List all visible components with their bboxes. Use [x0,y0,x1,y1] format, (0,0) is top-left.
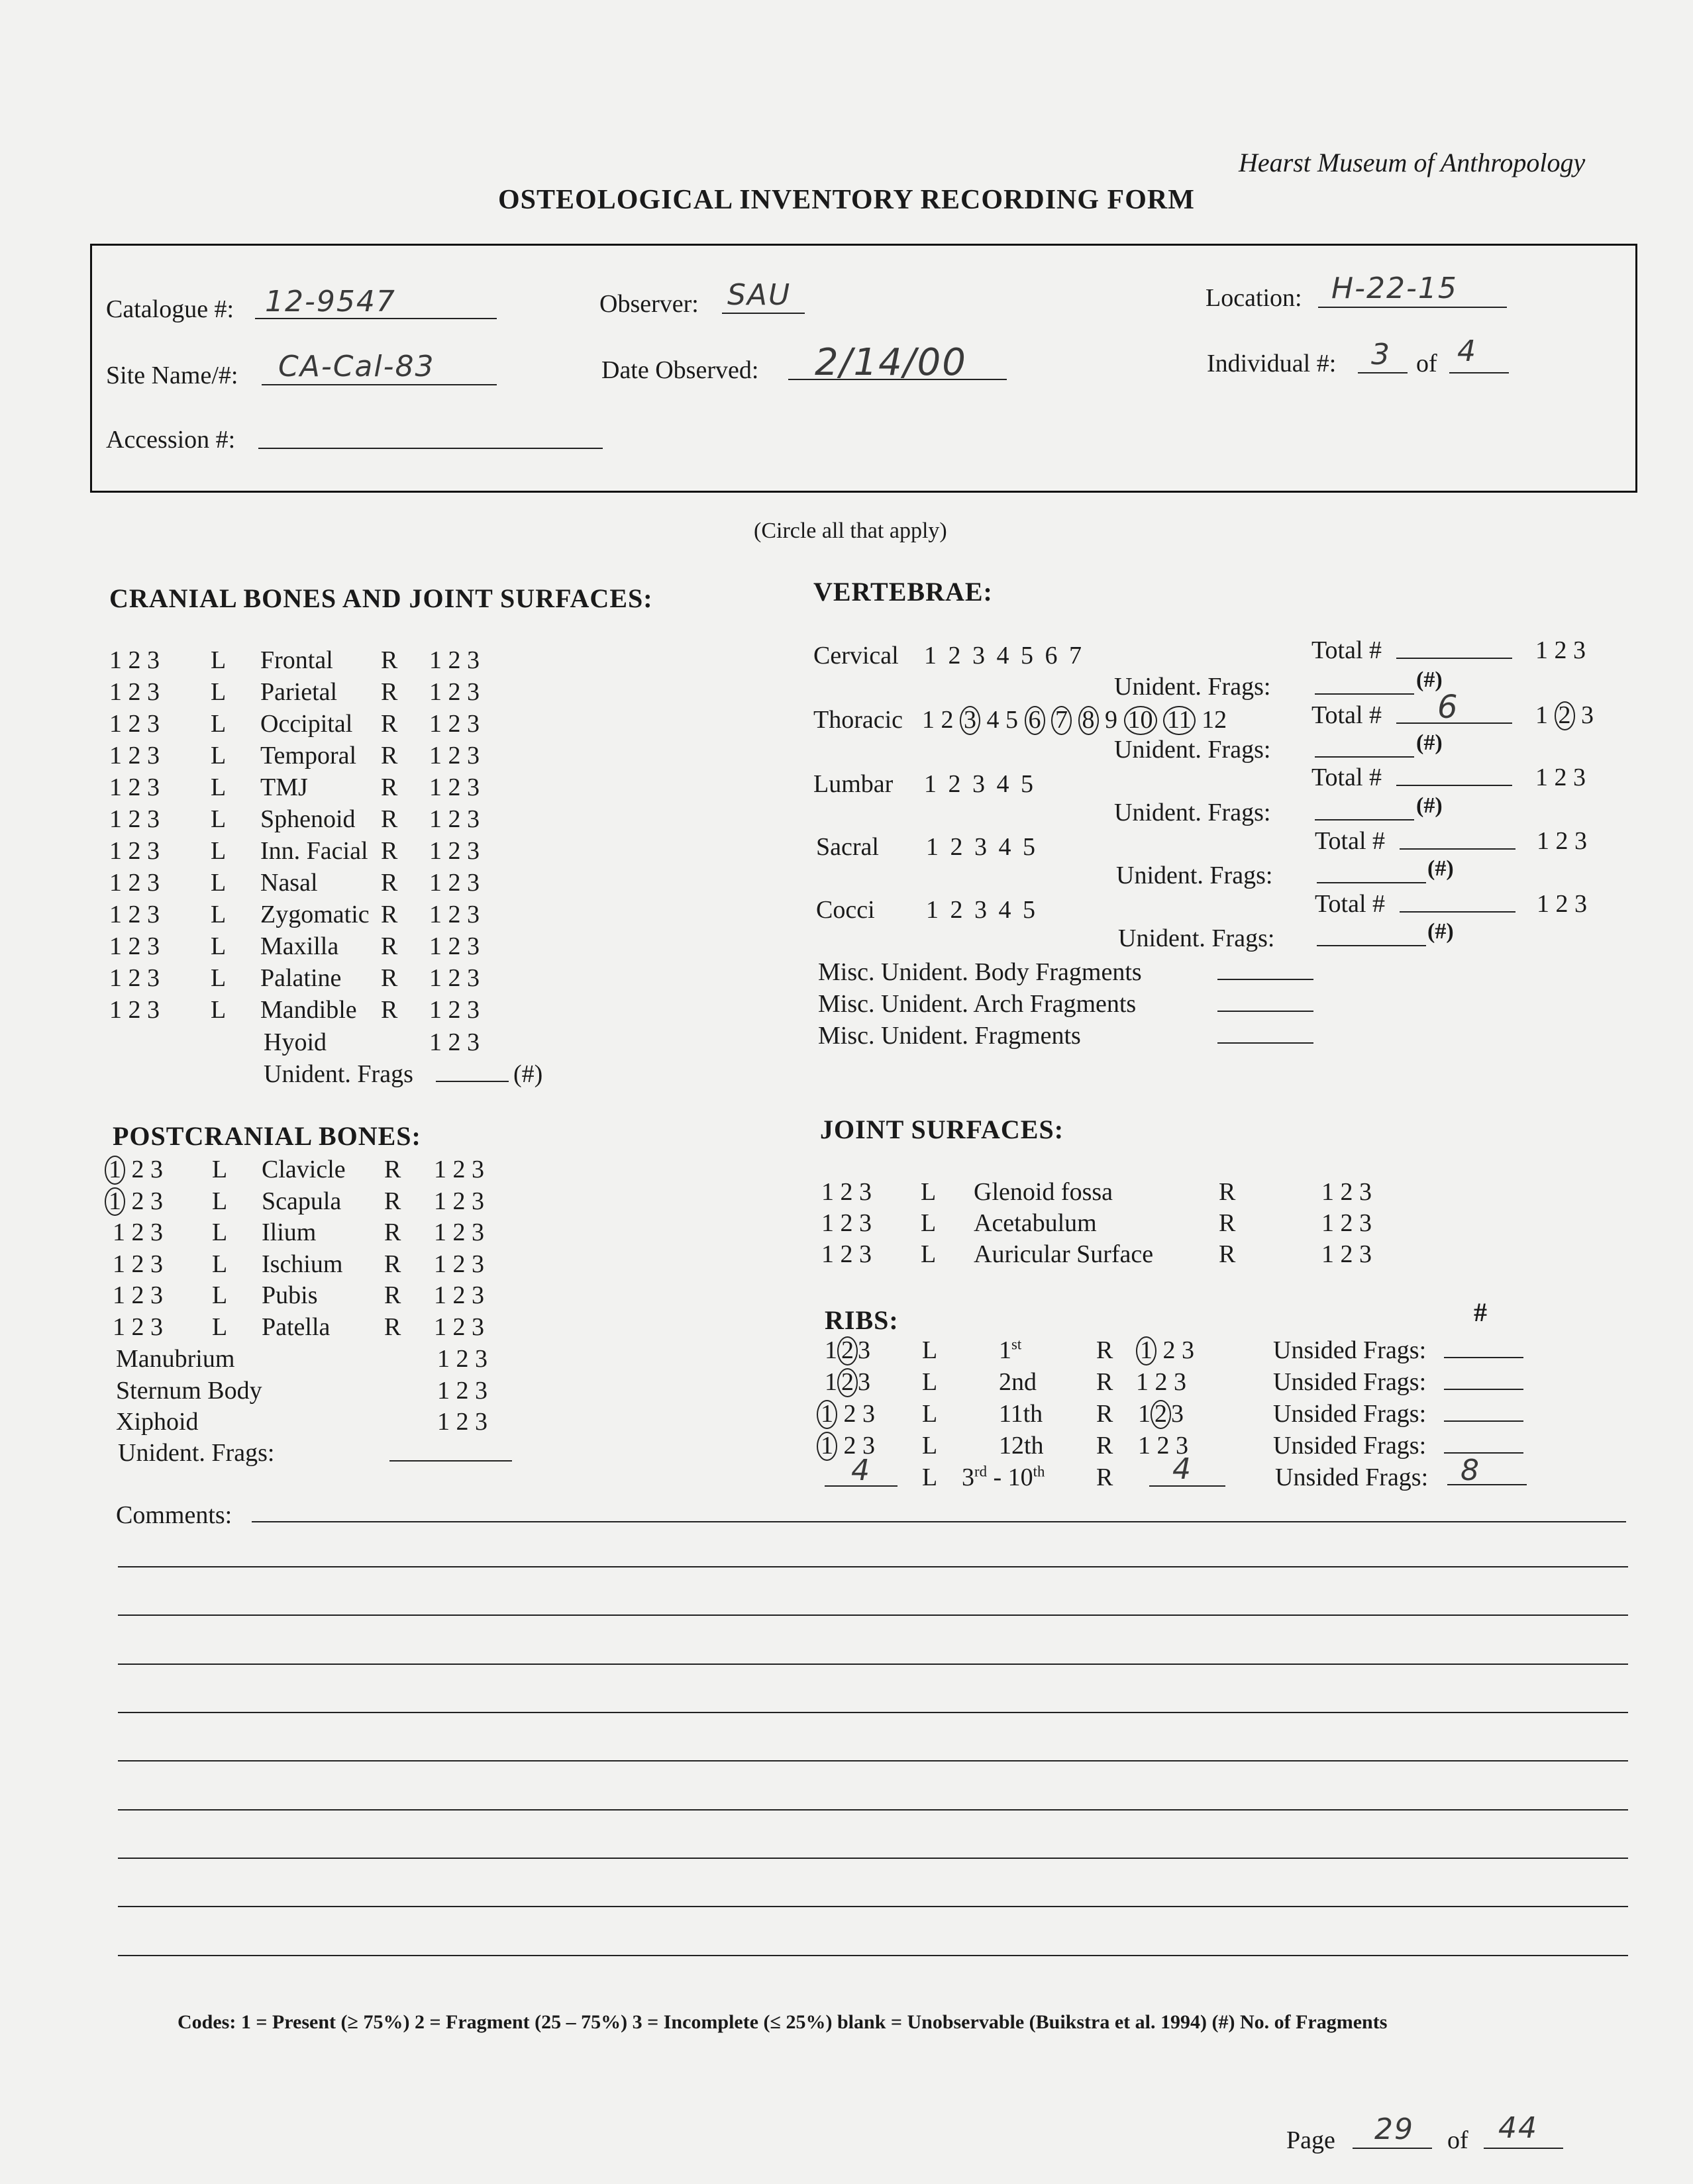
rib-2-left: L [922,1368,938,1396]
postcranial-unident-label: Unident. Frags: [118,1439,275,1467]
observer-line [722,313,805,314]
cranial-tmj-right-codes[interactable]: 1 2 3 [429,773,480,801]
post-scapula-left: L [212,1187,228,1215]
catalogue-value[interactable]: 12-9547 [265,285,396,319]
page-label: Page [1286,2126,1335,2154]
cranial-unident-label: Unident. Frags [264,1060,413,1088]
cranial-occipital-right: R [381,710,398,738]
cranial-zygomatic-right: R [381,901,398,928]
page-total-line [1484,2148,1563,2149]
cranial-zygomatic-left-codes[interactable]: 1 2 3 [109,901,160,928]
date-value[interactable]: 2/14/00 [815,341,967,384]
lumbar-total-label: Total # [1311,764,1382,791]
hyoid-label: Hyoid [264,1028,327,1056]
ribs-heading: RIBS: [825,1305,899,1335]
lumbar-unident-num: (#) [1416,793,1443,818]
rib-1-left: L [922,1336,938,1364]
misc-arch-line [1217,1011,1313,1012]
post-scapula-left-codes[interactable]: 1 2 3 [105,1187,163,1216]
postcranial-unident-line [389,1460,512,1462]
post-scapula-right: R [384,1187,401,1215]
rib-2-right-codes[interactable]: 1 2 3 [1136,1368,1186,1396]
rib-12-right: R [1096,1432,1113,1460]
rib-1-left-codes[interactable]: 1 2 3 [825,1336,870,1364]
post-ischium-left: L [212,1250,228,1278]
joint-heading: JOINT SURFACES: [820,1115,1064,1144]
post-clavicle-left: L [212,1156,228,1183]
observer-value[interactable]: SAU [727,278,792,312]
cranial-occipital-right-codes[interactable]: 1 2 3 [429,710,480,738]
cocci-label: Cocci [816,896,875,924]
cranial-maxilla-right-codes[interactable]: 1 2 3 [429,932,480,960]
lumbar-label: Lumbar [813,770,894,798]
comments-line-2[interactable] [118,1566,1628,1567]
thoracic-label: Thoracic [813,706,903,734]
post-patella-left-codes[interactable]: 1 2 3 [113,1313,163,1341]
cervical-nums[interactable]: 1 2 3 4 5 6 7 [924,642,1084,670]
cranial-unident-line [436,1081,509,1082]
comments-line-1[interactable] [252,1521,1626,1522]
comments-line-8[interactable] [118,1858,1628,1859]
rib-11-unsided: Unsided Frags: [1273,1400,1427,1428]
cocci-unident-line [1317,945,1426,946]
site-value[interactable]: CA-Cal-83 [278,350,435,383]
cranial-palatine-left: L [211,964,227,992]
comments-line-9[interactable] [118,1906,1628,1907]
joint-glenoid-fossa-left-codes[interactable]: 1 2 3 [821,1178,872,1206]
cranial-maxilla-left: L [211,932,227,960]
rib-1-right-codes[interactable]: 1 2 3 [1136,1336,1194,1365]
cranial-frontal-left-codes[interactable]: 1 2 3 [109,646,160,674]
cervical-codes[interactable]: 1 2 3 [1535,636,1586,664]
cranial-zygomatic-right-codes[interactable]: 1 2 3 [429,901,480,928]
cranial-sphenoid-left: L [211,805,227,833]
cranial-frontal-label: Frontal [260,646,333,674]
cranial-mandible-right: R [381,996,398,1024]
cranial-parietal-left-codes[interactable]: 1 2 3 [109,678,160,706]
cranial-occipital-label: Occipital [260,710,353,738]
joint-auricular-surface-right: R [1219,1240,1236,1268]
lumbar-nums[interactable]: 1 2 3 4 5 [924,770,1036,798]
joint-acetabulum-right-codes[interactable]: 1 2 3 [1321,1209,1372,1237]
thoracic-unident-line [1315,756,1414,758]
cranial-parietal-right-codes[interactable]: 1 2 3 [429,678,480,706]
cranial-mandible-left: L [211,996,227,1024]
individual-line [1358,372,1408,373]
hyoid-codes[interactable]: 1 2 3 [429,1028,480,1056]
manubrium-codes[interactable]: 1 2 3 [437,1345,487,1373]
cocci-total-line [1400,911,1515,913]
misc-frag-label: Misc. Unident. Fragments [818,1022,1081,1050]
sacral-unident-line [1317,882,1426,883]
thoracic-total-value[interactable]: 6 [1437,689,1459,726]
cocci-unident: Unident. Frags: [1118,924,1275,952]
cranial-inn-facial-label: Inn. Facial [260,837,368,865]
cranial-sphenoid-label: Sphenoid [260,805,356,833]
rib-1-unsided: Unsided Frags: [1273,1336,1427,1364]
joint-glenoid-fossa-right: R [1219,1178,1236,1206]
joint-glenoid-fossa-right-codes[interactable]: 1 2 3 [1321,1178,1372,1206]
cranial-nasal-right: R [381,869,398,897]
of-label: of [1416,350,1437,377]
post-patella-right-codes[interactable]: 1 2 3 [434,1313,484,1341]
cranial-parietal-right: R [381,678,398,706]
post-patella-right: R [384,1313,401,1341]
rib-12-left-codes[interactable]: 1 2 3 [817,1431,875,1461]
rib-11-right-codes[interactable]: 1 2 3 [1138,1400,1184,1428]
accession-line [258,448,603,449]
cranial-sphenoid-left-codes[interactable]: 1 2 3 [109,805,160,833]
location-value[interactable]: H-22-15 [1331,272,1458,305]
page-of: of [1447,2126,1468,2154]
lumbar-unident-line [1315,819,1414,820]
cranial-occipital-left-codes[interactable]: 1 2 3 [109,710,160,738]
individual-label: Individual #: [1207,350,1337,377]
cranial-temporal-left-codes[interactable]: 1 2 3 [109,742,160,769]
comments-label: Comments: [116,1501,232,1529]
rib-1-label: 1st [999,1336,1022,1364]
joint-auricular-surface-right-codes[interactable]: 1 2 3 [1321,1240,1372,1268]
rib-12-label: 12th [999,1432,1044,1460]
cranial-parietal-label: Parietal [260,678,338,706]
rib-11-unsided-line [1444,1420,1523,1422]
post-ilium-label: Ilium [262,1218,317,1246]
post-ischium-label: Ischium [262,1250,343,1278]
post-pubis-label: Pubis [262,1281,318,1309]
cranial-inn-facial-right: R [381,837,398,865]
misc-arch-label: Misc. Unident. Arch Fragments [818,990,1137,1018]
rib-3-10-right: R [1096,1464,1113,1491]
cervical-unident-line [1315,693,1414,695]
rib-3-10-unsided-value[interactable]: 8 [1461,1454,1480,1487]
cervical-total-line [1396,658,1512,659]
comments-line-4[interactable] [118,1663,1628,1665]
comments-line-5[interactable] [118,1712,1628,1713]
observer-label: Observer: [599,290,699,318]
rib-3-10-right-value[interactable]: 4 [1172,1452,1192,1486]
cranial-tmj-left: L [211,773,227,801]
rib-2-label: 2nd [999,1368,1037,1396]
site-label: Site Name/#: [106,362,238,389]
thoracic-nums[interactable]: 1 2 3 4 5 6 7 8 9 10 11 12 [922,706,1227,734]
cranial-unident-num: (#) [513,1060,543,1088]
cranial-frontal-right: R [381,646,398,674]
cervical-label: Cervical [813,642,899,670]
sternum-codes[interactable]: 1 2 3 [437,1377,487,1405]
rib-3-10-left-value[interactable]: 4 [851,1454,871,1487]
rib-12-left: L [922,1432,938,1460]
postcranial-heading: POSTCRANIAL BONES: [113,1121,421,1151]
rib-11-label: 11th [999,1400,1043,1428]
rib-12-unsided: Unsided Frags: [1273,1432,1427,1460]
thoracic-unident-num: (#) [1416,730,1443,755]
location-label: Location: [1206,284,1302,312]
post-clavicle-right: R [384,1156,401,1183]
page-line [1353,2148,1432,2149]
sacral-codes[interactable]: 1 2 3 [1537,827,1587,855]
cranial-occipital-left: L [211,710,227,738]
instructions: (Circle all that apply) [754,519,947,543]
page-value[interactable]: 29 [1374,2112,1414,2146]
rib-2-right: R [1096,1368,1113,1396]
cranial-inn-facial-left: L [211,837,227,865]
post-ischium-right: R [384,1250,401,1278]
rib-11-left-codes[interactable]: 1 2 3 [817,1399,875,1429]
post-ilium-right: R [384,1218,401,1246]
rib-2-unsided: Unsided Frags: [1273,1368,1427,1396]
accession-label: Accession #: [106,426,236,454]
joint-auricular-surface-left-codes[interactable]: 1 2 3 [821,1240,872,1268]
misc-body-label: Misc. Unident. Body Fragments [818,958,1142,986]
sacral-label: Sacral [816,833,879,861]
individual-total-line [1449,372,1509,373]
joint-auricular-surface-label: Auricular Surface [974,1240,1154,1268]
cranial-zygomatic-label: Zygomatic [260,901,370,928]
post-scapula-label: Scapula [262,1187,342,1215]
cranial-parietal-left: L [211,678,227,706]
cranial-inn-facial-left-codes[interactable]: 1 2 3 [109,837,160,865]
cranial-temporal-right: R [381,742,398,769]
comments-line-6[interactable] [118,1760,1628,1762]
cocci-codes[interactable]: 1 2 3 [1537,890,1587,918]
comments-line-10[interactable] [118,1955,1628,1956]
post-clavicle-left-codes[interactable]: 1 2 3 [105,1155,163,1185]
museum-name: Hearst Museum of Anthropology [1239,148,1586,177]
catalogue-label: Catalogue #: [106,295,234,323]
sacral-nums[interactable]: 1 2 3 4 5 [926,833,1038,861]
cervical-unident-num: (#) [1416,668,1443,692]
cranial-tmj-left-codes[interactable]: 1 2 3 [109,773,160,801]
page-total[interactable]: 44 [1498,2111,1538,2145]
individual-total[interactable]: 4 [1457,334,1477,368]
cranial-tmj-label: TMJ [260,773,308,801]
rib-2-unsided-line [1444,1389,1523,1390]
post-clavicle-right-codes[interactable]: 1 2 3 [434,1156,484,1183]
post-scapula-right-codes[interactable]: 1 2 3 [434,1187,484,1215]
cranial-temporal-right-codes[interactable]: 1 2 3 [429,742,480,769]
post-pubis-left-codes[interactable]: 1 2 3 [113,1281,163,1309]
codes-footer: Codes: 1 = Present (≥ 75%) 2 = Fragment (25 – 75%) 3 = Incomplete (≤ 25%) blank = Unobservable (Buikstra et al. 1994) (#) No. of Fragments [178,2011,1388,2033]
cranial-temporal-label: Temporal [260,742,357,769]
cocci-unident-num: (#) [1427,919,1454,944]
thoracic-codes[interactable]: 1 2 3 [1535,701,1594,729]
cranial-nasal-label: Nasal [260,869,318,897]
cocci-nums[interactable]: 1 2 3 4 5 [926,896,1038,924]
cranial-palatine-left-codes[interactable]: 1 2 3 [109,964,160,992]
post-clavicle-label: Clavicle [262,1156,346,1183]
rib-1-unsided-line [1444,1357,1523,1358]
rib-12-unsided-line [1444,1452,1523,1454]
comments-line-7[interactable] [118,1809,1628,1811]
comments-line-3[interactable] [118,1614,1628,1616]
cranial-mandible-left-codes[interactable]: 1 2 3 [109,996,160,1024]
joint-glenoid-fossa-label: Glenoid fossa [974,1178,1113,1206]
cranial-temporal-left: L [211,742,227,769]
cranial-frontal-left: L [211,646,227,674]
rib-3-10-label: 3rd - 10th [962,1463,1045,1491]
joint-auricular-surface-left: L [921,1240,937,1268]
date-label: Date Observed: [601,356,759,384]
ribs-num-header: # [1474,1297,1488,1327]
cranial-nasal-left: L [211,869,227,897]
cranial-palatine-right-codes[interactable]: 1 2 3 [429,964,480,992]
cranial-frontal-right-codes[interactable]: 1 2 3 [429,646,480,674]
individual-value[interactable]: 3 [1371,338,1391,372]
location-line [1318,307,1507,308]
lumbar-total-line [1396,785,1512,786]
cranial-nasal-right-codes[interactable]: 1 2 3 [429,869,480,897]
cranial-tmj-right: R [381,773,398,801]
cranial-inn-facial-right-codes[interactable]: 1 2 3 [429,837,480,865]
sternum-label: Sternum Body [116,1377,262,1405]
post-ischium-right-codes[interactable]: 1 2 3 [434,1250,484,1278]
cranial-sphenoid-right-codes[interactable]: 1 2 3 [429,805,480,833]
rib-12-right-codes[interactable]: 1 2 3 [1138,1432,1188,1460]
cranial-palatine-right: R [381,964,398,992]
cranial-palatine-label: Palatine [260,964,342,992]
cocci-total-label: Total # [1315,890,1386,918]
joint-acetabulum-right: R [1219,1209,1236,1237]
sacral-unident-num: (#) [1427,856,1454,881]
post-pubis-right-codes[interactable]: 1 2 3 [434,1281,484,1309]
lumbar-codes[interactable]: 1 2 3 [1535,764,1586,791]
rib-2-left-codes[interactable]: 1 2 3 [825,1368,870,1396]
post-ilium-left-codes[interactable]: 1 2 3 [113,1218,163,1246]
post-patella-label: Patella [262,1313,331,1341]
rib-1-right: R [1096,1336,1113,1364]
xiphoid-codes[interactable]: 1 2 3 [437,1408,487,1436]
cranial-zygomatic-left: L [211,901,227,928]
post-ilium-right-codes[interactable]: 1 2 3 [434,1218,484,1246]
cranial-maxilla-label: Maxilla [260,932,339,960]
rib-11-left: L [922,1400,938,1428]
cranial-nasal-left-codes[interactable]: 1 2 3 [109,869,160,897]
cranial-maxilla-left-codes[interactable]: 1 2 3 [109,932,160,960]
cervical-total-label: Total # [1311,636,1382,664]
post-pubis-right: R [384,1281,401,1309]
post-ischium-left-codes[interactable]: 1 2 3 [113,1250,163,1278]
thoracic-total-label: Total # [1311,701,1382,729]
joint-acetabulum-label: Acetabulum [974,1209,1097,1237]
cranial-sphenoid-right: R [381,805,398,833]
post-patella-left: L [212,1313,228,1341]
thoracic-unident: Unident. Frags: [1114,736,1271,764]
sacral-unident: Unident. Frags: [1116,862,1273,889]
rib-3-10-unsided-line [1447,1484,1527,1485]
site-line [262,384,497,385]
joint-acetabulum-left-codes[interactable]: 1 2 3 [821,1209,872,1237]
rib-3-10-left: L [922,1464,938,1491]
misc-frag-line [1217,1042,1313,1044]
xiphoid-label: Xiphoid [116,1408,199,1436]
cranial-mandible-right-codes[interactable]: 1 2 3 [429,996,480,1024]
lumbar-unident: Unident. Frags: [1114,799,1271,826]
post-pubis-left: L [212,1281,228,1309]
cranial-heading: CRANIAL BONES AND JOINT SURFACES: [109,583,653,613]
rib-11-right: R [1096,1400,1113,1428]
misc-body-line [1217,979,1313,980]
form-title: OSTEOLOGICAL INVENTORY RECORDING FORM [498,185,1195,215]
post-ilium-left: L [212,1218,228,1246]
cervical-unident: Unident. Frags: [1114,673,1271,701]
cranial-maxilla-right: R [381,932,398,960]
cranial-mandible-label: Mandible [260,996,357,1024]
rib-3-10-unsided: Unsided Frags: [1275,1464,1429,1491]
manubrium-label: Manubrium [116,1345,235,1373]
sacral-total-label: Total # [1315,827,1386,855]
joint-acetabulum-left: L [921,1209,937,1237]
joint-glenoid-fossa-left: L [921,1178,937,1206]
vertebrae-heading: VERTEBRAE: [813,577,993,607]
sacral-total-line [1400,848,1515,850]
